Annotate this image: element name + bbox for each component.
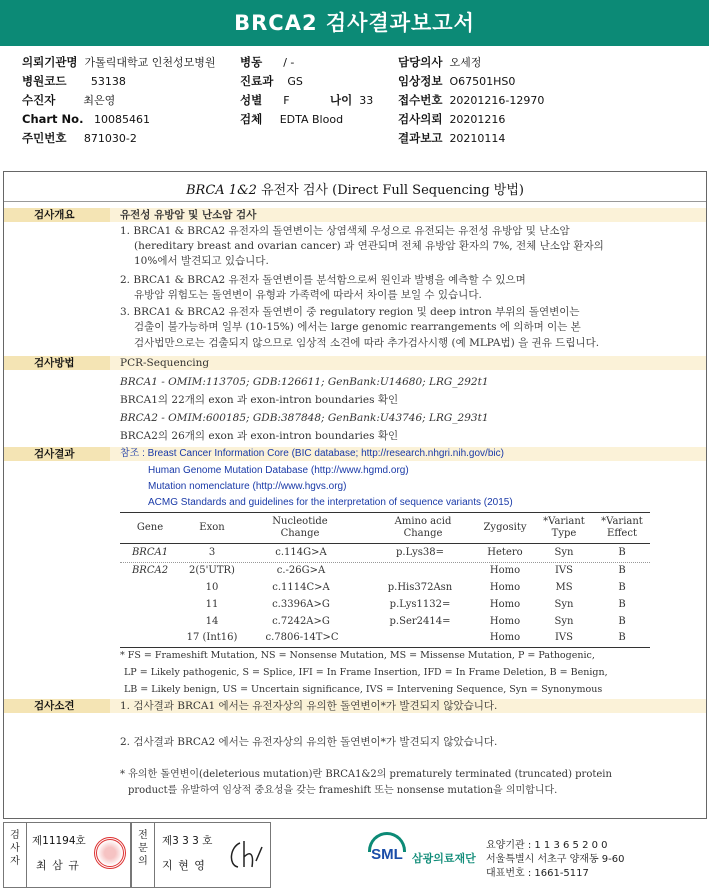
report-body: [3, 171, 707, 819]
overview-line: 1. BRCA1 & BRCA2 유전자의 돌연변이는 상염색체 우성으로 유전되는 유전성 유방암 및 난소암: [120, 225, 570, 237]
org-address: 서울특별시 서초구 양재동 9-60: [486, 854, 625, 865]
section-result-label: 검사결과: [4, 447, 110, 461]
method-line: PCR-Sequencing: [120, 357, 210, 369]
info-resident-no: 주민번호 871030-2: [22, 131, 137, 145]
reference-link[interactable]: 참조 : Breast Cancer Information Core (BIC database; http://research.nhgri.nih.gov/bic): [120, 448, 504, 459]
legend-line: LB = Likely benign, US = Uncertain significance, IVS = Intervening Sequence, Syn = Synonymous: [124, 684, 603, 695]
col-header-exon: Exon: [199, 522, 225, 533]
opinion-line: * 유의한 돌연변이(deleterious mutation)란 BRCA1&2의 prematurely terminated (truncated) protein: [120, 769, 612, 780]
signer-box-tester: [3, 822, 131, 888]
signer-role: 검사자: [10, 830, 20, 867]
report-title-banner: BRCA2 검사결과보고서: [0, 0, 709, 46]
overview-heading: 유전성 유방암 및 난소암 검사: [120, 209, 257, 221]
table-rule: [120, 512, 650, 513]
care-institution-no: 요양기관 : 1 1 3 6 5 2 0 0: [486, 840, 608, 851]
org-name: 삼광의료재단: [412, 852, 476, 865]
opinion-line: product를 유발하여 임상적 중요성을 갖는 frameshift 또는 nonsense mutation을 의미합니다.: [128, 785, 558, 796]
info-accession: 접수번호 20201216-12970: [398, 93, 545, 107]
signer-license-no: 제3 3 3 호: [162, 835, 213, 847]
signer-name: 지 현 영: [162, 859, 206, 872]
info-hospital-code: 병원코드 53138: [22, 74, 126, 88]
heading-divider: [4, 201, 706, 202]
table-rule: [120, 562, 650, 563]
info-hospital: 의뢰기관명 가톨릭대학교 인천성모병원: [22, 55, 216, 69]
signature-icon: [226, 837, 266, 873]
info-request-date: 검사의뢰 20201216: [398, 112, 506, 126]
variant-table: [120, 512, 650, 647]
col-header-amino-acid: Amino acid Change: [394, 516, 452, 539]
report-footer: [0, 822, 709, 891]
reference-link[interactable]: Mutation nomenclature (http://www.hgvs.org): [148, 481, 347, 492]
info-age: 나이 33: [330, 93, 374, 107]
org-phone: 대표번호 : 1661-5117: [486, 868, 589, 879]
overview-line: 유방암 위험도는 돌연변이 유형과 가족력에 따라서 차이를 보일 수 있습니다.: [134, 289, 482, 301]
section-overview-label: 검사개요: [4, 208, 110, 222]
table-row: 14 c.7242A>G p.Ser2414= Homo Syn B: [205, 616, 626, 627]
method-line: BRCA1의 22개의 exon 과 exon-intron boundaries 확인: [120, 394, 399, 406]
signer-box-specialist: [131, 822, 271, 888]
table-row: BRCA1 3 c.114G>A p.Lys38= Hetero Syn B: [131, 547, 626, 558]
overview-line: 2. BRCA1 & BRCA2 유전자 돌연변이를 분석함으로써 원인과 발병을 예측할 수 있으며: [120, 274, 526, 286]
legend-line: * FS = Frameshift Mutation, NS = Nonsense Mutation, MS = Missense Mutation, P = Pathogenic,: [120, 650, 595, 661]
col-header-gene: Gene: [136, 522, 164, 533]
info-report-date: 결과보고 20210114: [398, 131, 506, 145]
table-rule: [120, 647, 650, 648]
info-chart-no: Chart No. 10085461: [22, 112, 150, 126]
opinion-line: 1. 검사결과 BRCA1 에서는 유전자상의 유의한 돌연변이*가 발견되지 않았습니다.: [120, 700, 498, 712]
col-header-zygosity: Zygosity: [483, 522, 527, 533]
info-patient-name: 수진자 최은영: [22, 93, 116, 107]
table-row: BRCA2 2(5'UTR) c.-26G>A Homo IVS B: [131, 565, 626, 576]
info-ward: 병동 / -: [240, 55, 295, 69]
overview-line: 검출이 불가능하며 일부 (10-15%) 에서는 large genomic rearrangements 에 의하며 이는 본: [134, 321, 581, 333]
opinion-line: 2. 검사결과 BRCA2 에서는 유전자상의 유의한 돌연변이*가 발견되지 않았습니다.: [120, 736, 498, 748]
info-clinical: 임상정보 O67501HS0: [398, 74, 516, 88]
sml-logo-icon: SML: [366, 830, 408, 864]
col-header-nucleotide: Nucleotide Change: [272, 516, 328, 539]
col-header-variant-effect: *Variant Effect: [601, 516, 643, 539]
method-line: BRCA1 - OMIM:113705; GDB:126611; GenBank:U14680; LRG_292t1: [120, 376, 489, 388]
info-doctor: 담당의사 오세정: [398, 55, 482, 69]
table-row: 11 c.3396A>G p.Lys1132= Homo Syn B: [205, 599, 626, 610]
overview-line: 10%에서 발견되고 있습니다.: [134, 255, 269, 267]
signer-role: 전문의: [138, 830, 148, 867]
signer-name: 최 삼 규: [36, 859, 80, 872]
info-dept: 진료과 GS: [240, 74, 303, 88]
section-method-label: 검사방법: [4, 356, 110, 370]
info-sex: 성별 F: [240, 93, 290, 107]
signer-license-no: 제11194호: [32, 835, 86, 847]
seal-stamp-icon: [94, 837, 126, 869]
overview-line: 3. BRCA1 & BRCA2 유전자 돌연변이 중 regulatory region 및 deep intron 부위의 돌연변이는: [120, 306, 580, 318]
info-specimen: 검체 EDTA Blood: [240, 112, 344, 126]
reference-link[interactable]: Human Genome Mutation Database (http://www.hgmd.org): [148, 465, 409, 476]
table-row: 10 c.1114C>A p.His372Asn Homo MS B: [205, 582, 626, 593]
table-rule: [120, 543, 650, 544]
col-header-variant-type: *Variant Type: [543, 516, 585, 539]
method-line: BRCA2 - OMIM:600185; GDB:387848; GenBank:U43746; LRG_293t1: [120, 412, 489, 424]
legend-line: LP = Likely pathogenic, S = Splice, IFI = In Frame Insertion, IFD = In Frame Deletion, B = Benign,: [124, 667, 608, 678]
table-row: 17 (Int16) c.7806-14T>C Homo IVS B: [186, 632, 626, 643]
reference-link[interactable]: ACMG Standards and guidelines for the interpretation of sequence variants (2015): [148, 497, 513, 508]
method-line: BRCA2의 26개의 exon 과 exon-intron boundaries 확인: [120, 430, 399, 442]
report-heading: BRCA 1&2 유전자 검사 (Direct Full Sequencing 방법): [186, 183, 524, 198]
overview-line: (hereditary breast and ovarian cancer) 과 연관되며 전체 유방암 환자의 7%, 전체 난소암 환자의: [134, 240, 604, 252]
overview-line: 검사법만으로는 검출되지 않으므로 임상적 소견에 따라 추가검사시행 (예 MLPA법) 을 권유 드립니다.: [134, 337, 600, 349]
section-opinion-label: 검사소견: [4, 699, 110, 713]
